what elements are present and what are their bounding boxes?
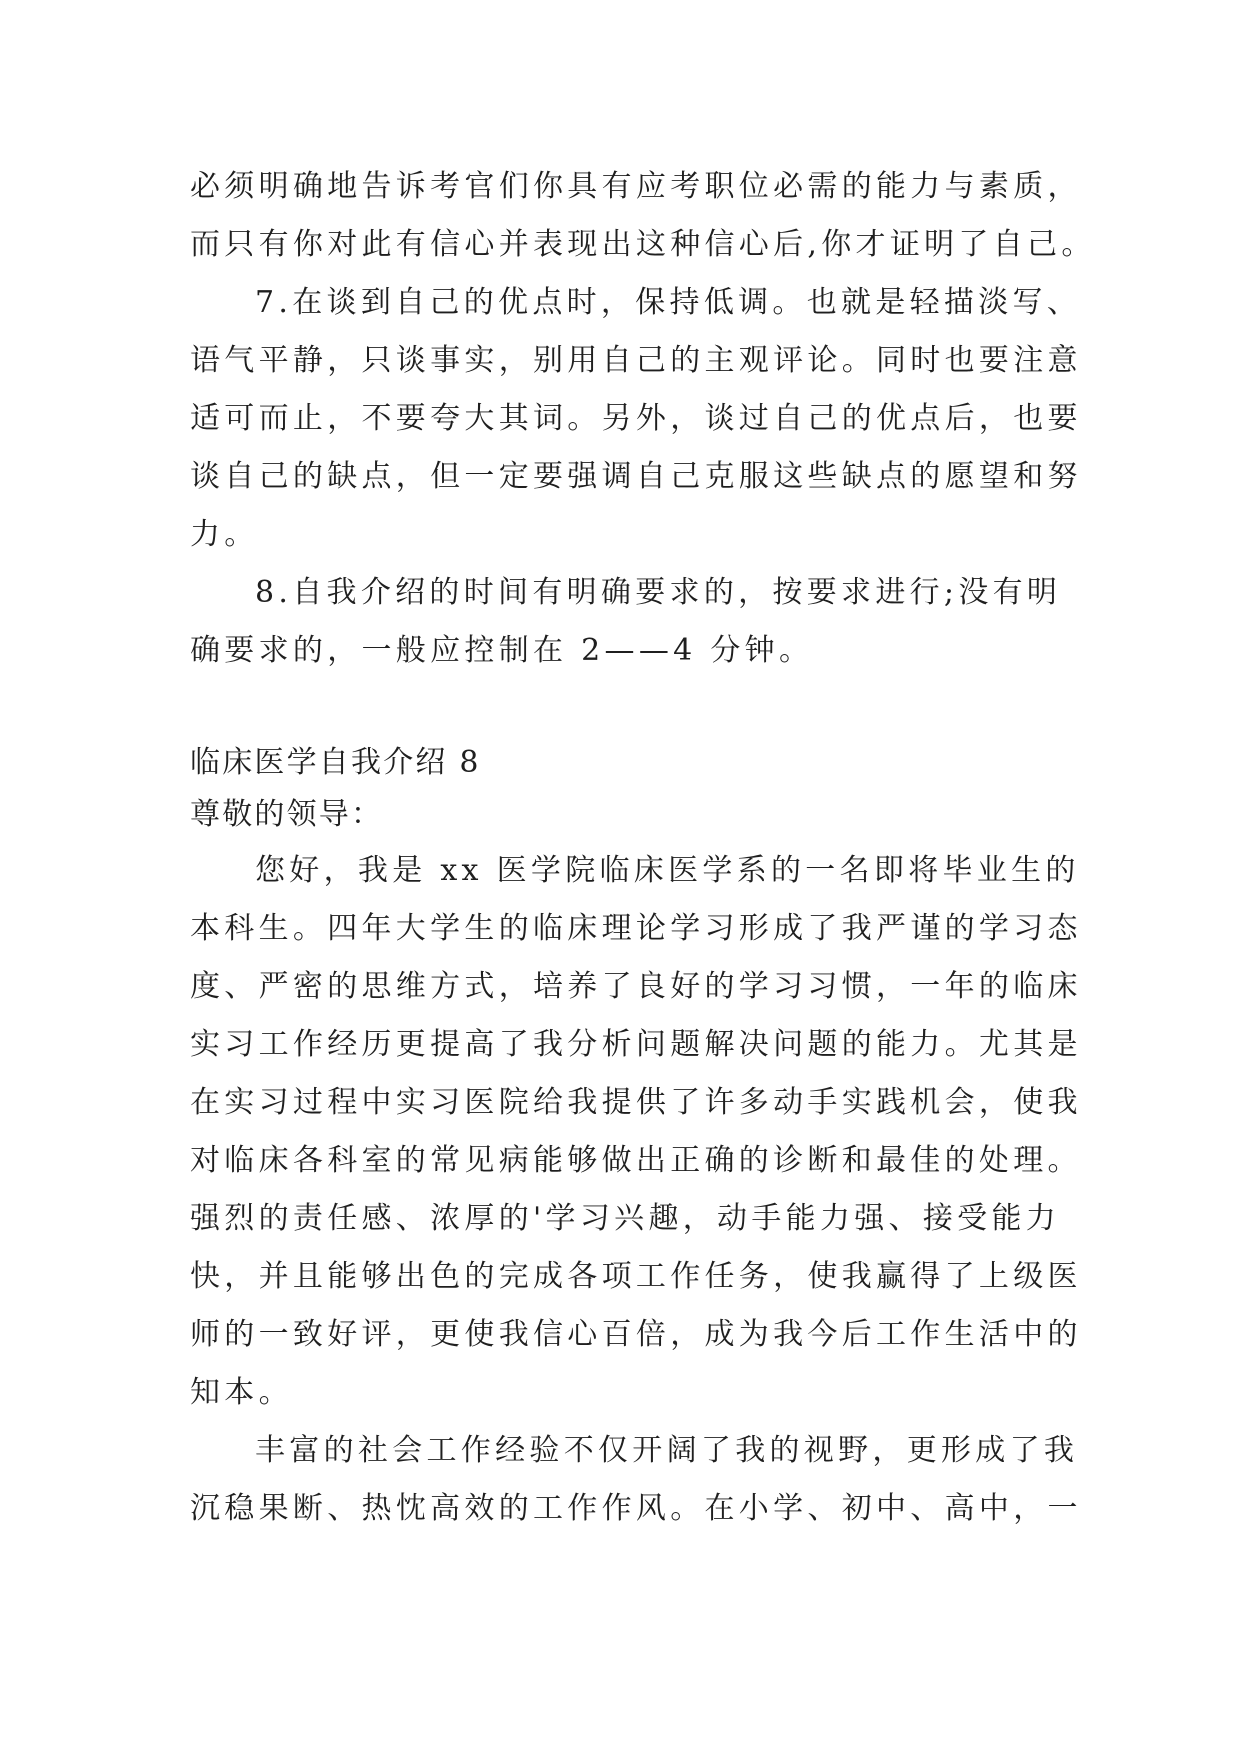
text-line: 知本。: [190, 1375, 293, 1410]
section-heading: 临床医学自我介绍 8: [190, 745, 481, 780]
text-line: 本科生。四年大学生的临床理论学习形成了我严谨的学习态: [190, 911, 1082, 946]
text-line: 而只有你对此有信心并表现出这种信心后,你才证明了自己。: [190, 227, 1096, 262]
paragraph-start: 丰富的社会工作经验不仅开阔了我的视野，更形成了我: [255, 1433, 1079, 1468]
text-line: 强烈的责任感、浓厚的'学习兴趣，动手能力强、接受能力: [190, 1201, 1061, 1236]
text-line: 确要求的，一般应控制在 2——4 分钟。: [190, 633, 814, 668]
text-line: 力。: [190, 517, 259, 552]
text-line: 师的一致好评，更使我信心百倍，成为我今后工作生活中的: [190, 1317, 1082, 1352]
paragraph-start: 您好，我是 xx 医学院临床医学系的一名即将毕业生的: [255, 853, 1080, 888]
text-line: 对临床各科室的常见病能够做出正确的诊断和最佳的处理。: [190, 1143, 1082, 1178]
list-item-7: 7.在谈到自己的优点时，保持低调。也就是轻描淡写、: [255, 285, 1082, 320]
text-line: 谈自己的缺点，但一定要强调自己克服这些缺点的愿望和努: [190, 459, 1082, 494]
text-line: 语气平静，只谈事实，别用自己的主观评论。同时也要注意: [190, 343, 1082, 378]
text-line: 适可而止，不要夸大其词。另外，谈过自己的优点后，也要: [190, 401, 1082, 436]
text-line: 度、严密的思维方式，培养了良好的学习习惯，一年的临床: [190, 969, 1082, 1004]
text-line: 快，并且能够出色的完成各项工作任务，使我赢得了上级医: [190, 1259, 1082, 1294]
text-line: 必须明确地告诉考官们你具有应考职位必需的能力与素质，: [190, 169, 1082, 204]
list-item-8: 8.自我介绍的时间有明确要求的，按要求进行;没有明: [255, 575, 1062, 610]
text-line: 沉稳果断、热忱高效的工作作风。在小学、初中、高中，一: [190, 1491, 1082, 1526]
text-line: 实习工作经历更提高了我分析问题解决问题的能力。尤其是: [190, 1027, 1082, 1062]
salutation: 尊敬的领导：: [190, 797, 384, 832]
text-line: 在实习过程中实习医院给我提供了许多动手实践机会，使我: [190, 1085, 1082, 1120]
